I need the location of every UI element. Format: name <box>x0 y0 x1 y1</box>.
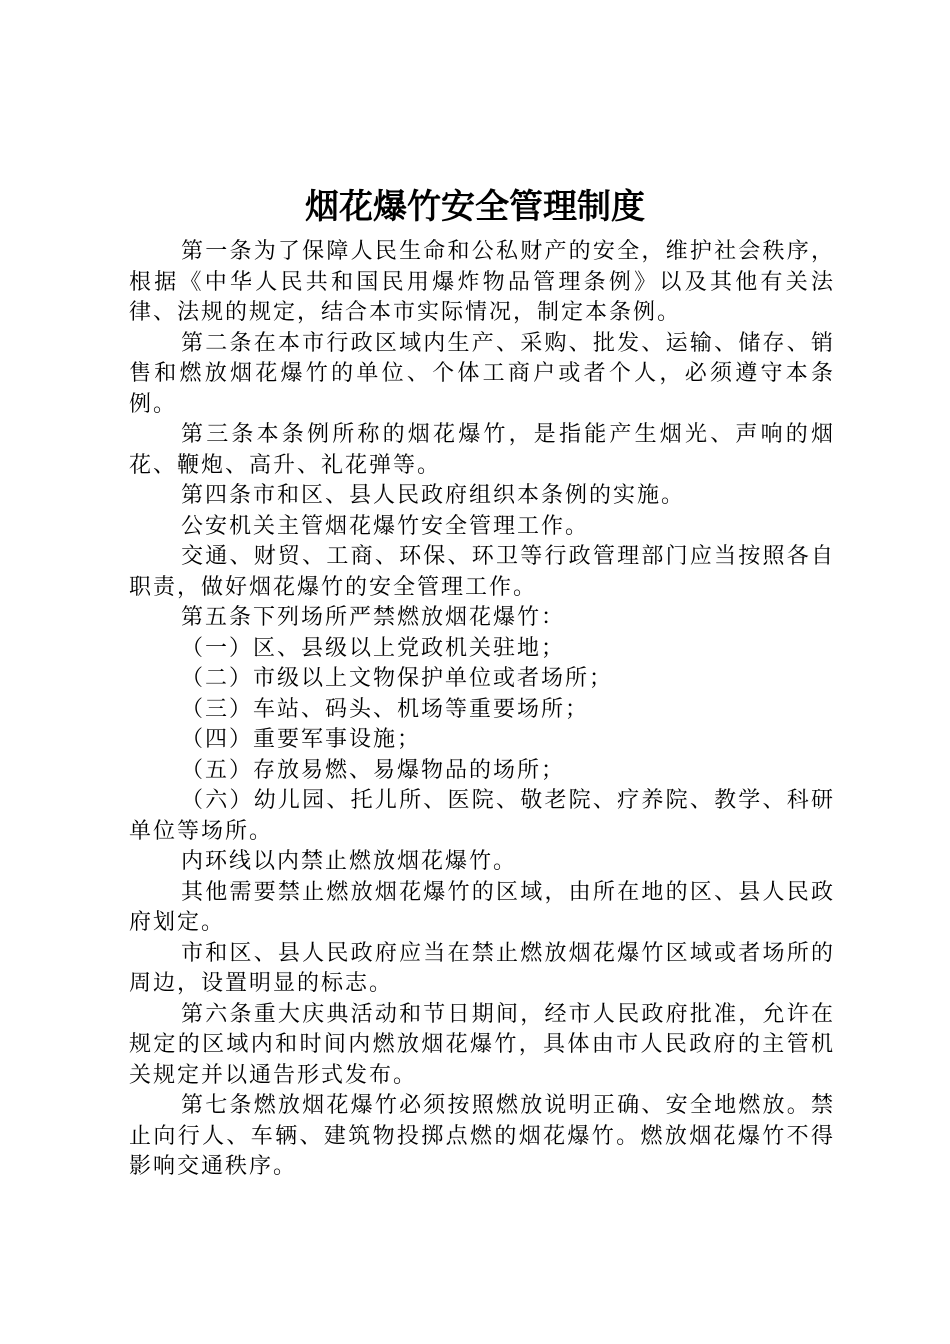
paragraph-article-4-police: 公安机关主管烟花爆竹安全管理工作。 <box>181 513 590 539</box>
list-item-6: （六）幼儿园、托儿所、医院、敬老院、疗养院、教学、科研单位等场所。 <box>129 788 835 844</box>
paragraph-inner-ring: 内环线以内禁止燃放烟花爆竹。 <box>181 849 518 874</box>
paragraph-article-4: 第四条市和区、县人民政府组织本条例的实施。 <box>181 483 686 508</box>
paragraph-article-6: 第六条重大庆典活动和节日期间，经市人民政府批准，允许在规定的区域内和时间内燃放烟花爆竹，具体由市人民政府的主管机关规定并以通告形式发布。 <box>129 1001 835 1088</box>
list-item-3: （三）车站、码头、机场等重要场所； <box>181 696 590 722</box>
paragraph-article-5: 第五条下列场所严禁燃放烟花爆竹： <box>181 605 566 630</box>
paragraph-signs: 市和区、县人民政府应当在禁止燃放烟花爆竹区域或者场所的周边，设置明显的标志。 <box>129 940 835 996</box>
paragraph-article-4-departments: 交通、财贸、工商、环保、环卫等行政管理部门应当按照各自职责，做好烟花爆竹的安全管理工作。 <box>129 544 835 600</box>
paragraph-article-3: 第三条本条例所称的烟花爆竹，是指能产生烟光、声响的烟花、鞭炮、高升、礼花弹等。 <box>129 422 835 478</box>
list-item-2: （二）市级以上文物保护单位或者场所； <box>181 666 614 691</box>
paragraph-article-7: 第七条燃放烟花爆竹必须按照燃放说明正确、安全地燃放。禁止向行人、车辆、建筑物投掷点燃的烟花爆竹。燃放烟花爆竹不得影响交通秩序。 <box>129 1093 835 1179</box>
list-item-5: （五）存放易燃、易爆物品的场所； <box>181 757 566 783</box>
document-title: 烟花爆竹安全管理制度 <box>305 187 645 227</box>
paragraph-other-areas: 其他需要禁止燃放烟花爆竹的区域，由所在地的区、县人民政府划定。 <box>129 879 835 935</box>
list-item-1: （一）区、县级以上党政机关驻地； <box>181 635 566 661</box>
document-body <box>129 237 835 1183</box>
paragraph-article-1: 第一条为了保障人民生命和公私财产的安全，维护社会秩序，根据《中华人民共和国民用爆炸物品管理条例》以及其他有关法律、法规的规定，结合本市实际情况，制定本条例。 <box>129 239 835 325</box>
list-item-4: （四）重要军事设施； <box>181 727 422 752</box>
paragraph-article-2: 第二条在本市行政区域内生产、采购、批发、运输、储存、销售和燃放烟花爆竹的单位、个体工商户或者个人，必须遵守本条例。 <box>129 330 835 417</box>
